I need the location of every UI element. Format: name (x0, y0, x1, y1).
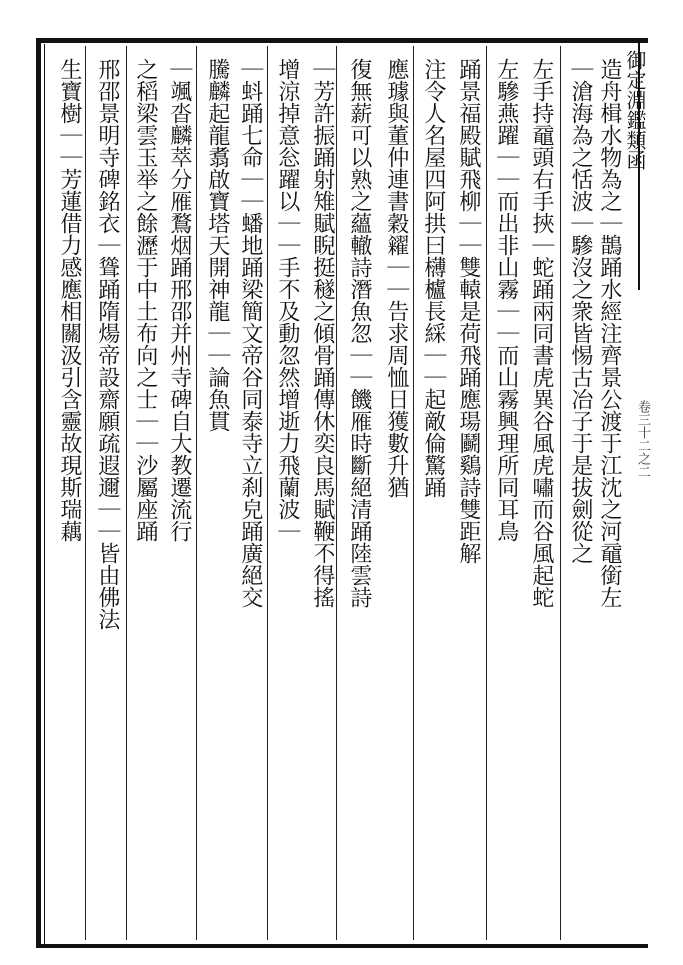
column-text: 造舟楫水物為之｜鵲踊水經注齊景公渡于江沈之河黿銜左 (596, 58, 622, 608)
text-column (561, 58, 599, 938)
column-text: ｜滄海為之恬波｜驂沒之衆皆惕古冶子于是拔劍從之 (567, 58, 593, 564)
text-column (198, 58, 236, 938)
text-column (340, 58, 378, 938)
column-text: 踊景福殿賦飛柳｜｜雙轅是荷飛踊應瑒鬬鷄詩雙距解 (455, 58, 481, 564)
text-column (126, 58, 164, 938)
column-text: 左驂燕躍｜｜而出非山霧｜｜而山霧興理所同耳鳥 (493, 58, 519, 542)
column-text: 邢邵景明寺碑銘衣｜聳踊隋煬帝設齋願疏遐邇｜｜皆由佛法 (94, 58, 120, 630)
folio-label: 卷三十二之二 (635, 400, 650, 478)
column-text: 應璩與董仲連書穀糴｜｜告求周恤日獲數升猶 (383, 58, 409, 498)
column-text: 注令人名屋四阿拱曰欂櫨長綵｜｜起敵倫驚踊 (420, 58, 446, 498)
text-column (522, 58, 560, 938)
text-column (268, 58, 306, 938)
text-column (303, 58, 341, 938)
text-column (449, 58, 487, 938)
column-text: 增涼掉意忩躍以｜｜手不及動忽然增逝力飛蘭波｜ (274, 58, 300, 542)
text-column (160, 58, 198, 938)
page-border-inner (44, 44, 45, 944)
column-text: 左手持黿頭右手挾｜蛇踊兩同書虎異谷風虎嘯而谷風起蛇 (528, 58, 554, 608)
text-column (414, 58, 452, 938)
text-column (487, 58, 525, 938)
column-text: 生寶樹｜｜芳蓮借力感應相關汲引含靈故現斯瑞藕 (56, 58, 82, 542)
text-column (231, 58, 269, 938)
column-text: ｜芳許振踊射雉賦睨挺穟之傾骨踊傳休奕良馬賦鞭不得搖 (309, 58, 335, 608)
column-text: ｜蚪踊七命｜｜蟠地踊梁簡文帝谷同泰寺立刹皃踊廣絕交 (237, 58, 263, 608)
page-border-top (36, 38, 648, 43)
text-column (377, 58, 415, 938)
column-text: 騰麟起龍翥啟寶塔天開神龍｜｜論魚貫 (204, 58, 230, 432)
column-text: 之稻梁雲玉举之餘瀝于中土布向之士｜｜沙屬座踊 (132, 58, 158, 542)
column-text: 復無薪可以熟之蘊轍詩潛魚忽｜｜饑雁時斷絕清踊陸雲詩 (346, 58, 372, 608)
text-column (88, 58, 126, 938)
book-title: 御定淵鑑類函 (623, 50, 647, 170)
page-border-bottom (36, 944, 648, 948)
page-border-left (36, 38, 41, 948)
column-text: ｜颯沓麟萃分雁鶩烟踊邢邵并州寺碑自大教遷流行 (166, 58, 192, 542)
text-column (50, 58, 88, 938)
